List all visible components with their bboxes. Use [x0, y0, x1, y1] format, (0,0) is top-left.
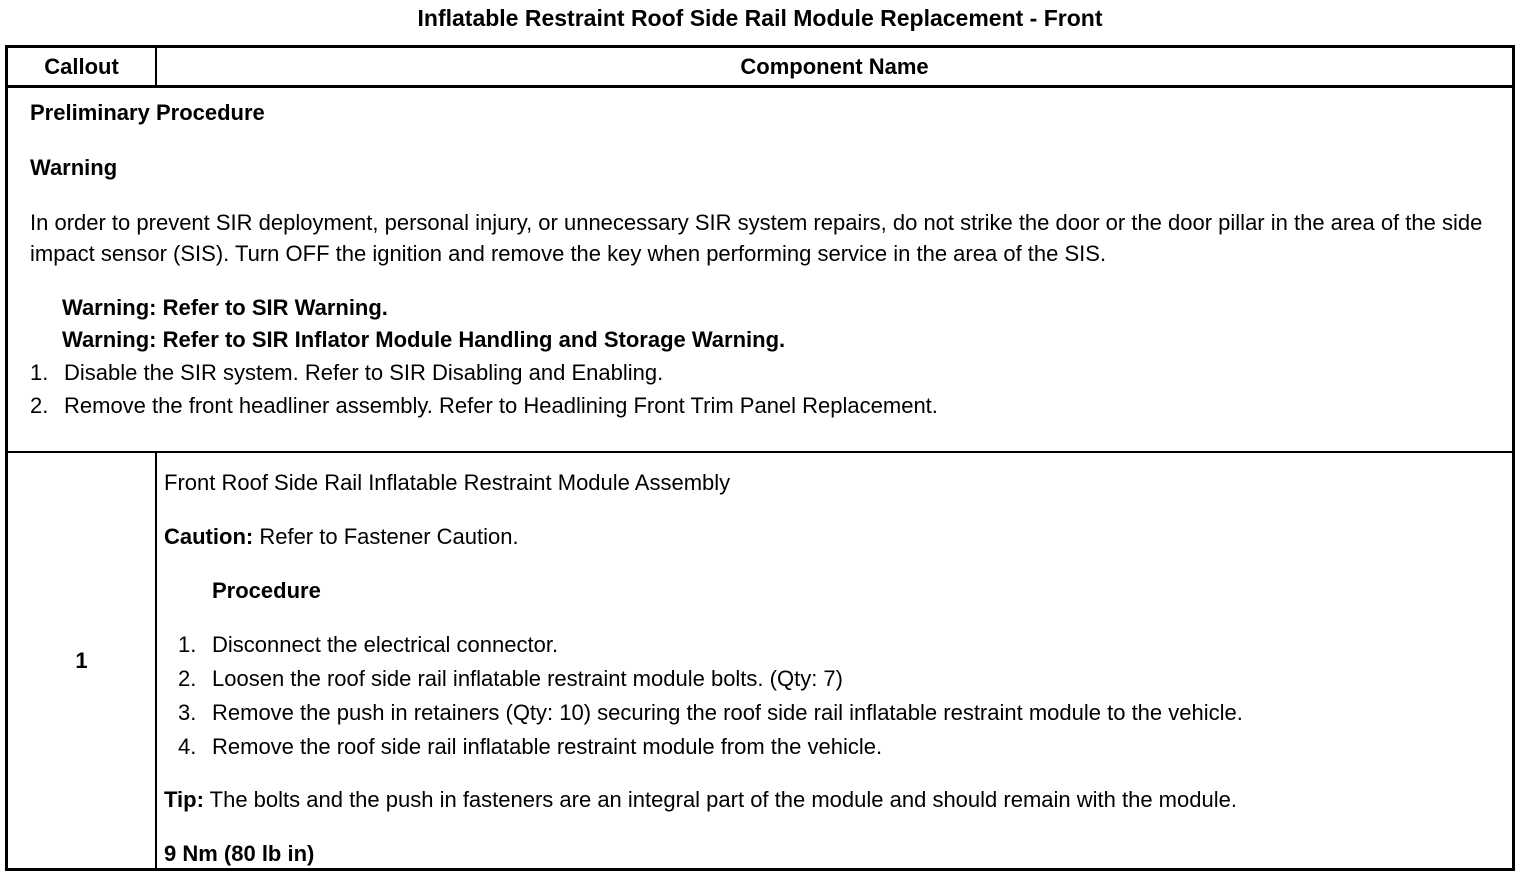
- warning-heading: Warning: [30, 155, 118, 180]
- component-name: Front Roof Side Rail Inflatable Restraint Module Assembly: [164, 470, 731, 495]
- procedure-step-3: [178, 697, 1492, 728]
- step-text: Remove the push in retainers (Qty: 10) securing the roof side rail inflatable restraint module to the vehicle.: [212, 700, 1243, 725]
- component-row: [8, 453, 1512, 868]
- tip-text: The bolts and the push in fasteners are an integral part of the module and should remain with the module.: [209, 787, 1237, 812]
- preliminary-steps-list: [30, 357, 1488, 421]
- warning-paragraph: In order to prevent SIR deployment, personal injury, or unnecessary SIR system repairs, do not strike the door or the door pillar in the area of the side impact sensor (SIS). Turn OFF the ignition and remove the key when performing service in the area of the SIS.: [30, 210, 1483, 266]
- caution-line: [164, 521, 1492, 552]
- page-title: Inflatable Restraint Roof Side Rail Module Replacement - Front: [417, 5, 1103, 31]
- procedure-heading: Procedure: [212, 578, 321, 603]
- step-text: Disable the SIR system. Refer to SIR Disabling and Enabling.: [64, 360, 664, 385]
- procedure-step-2: [178, 663, 1492, 694]
- preliminary-step-2: [30, 390, 1488, 421]
- step-text: Loosen the roof side rail inflatable restraint module bolts. (Qty: 7): [212, 666, 843, 691]
- preliminary-procedure-heading: Preliminary Procedure: [30, 100, 265, 125]
- table-header-row: [8, 48, 1512, 88]
- tip-line: [164, 784, 1492, 815]
- procedure-step-1: [178, 629, 1492, 660]
- callout-cell: 1: [8, 453, 157, 868]
- preliminary-procedure-row: [8, 88, 1512, 453]
- procedure-step-4: [178, 731, 1492, 762]
- warning-reference-inflator-module: Warning: Refer to SIR Inflator Module Handling and Storage Warning.: [62, 327, 786, 352]
- torque-spec: 9 Nm (80 lb in): [164, 841, 315, 866]
- caution-text: Refer to Fastener Caution.: [259, 524, 519, 549]
- step-text: Remove the front headliner assembly. Refer to Headlining Front Trim Panel Replacement.: [64, 393, 938, 418]
- preliminary-step-1: [30, 357, 1488, 388]
- column-header-component-name: Component Name: [740, 53, 929, 79]
- column-header-callout: Callout: [8, 48, 157, 85]
- caution-label: Caution:: [164, 524, 254, 549]
- procedure-steps-list: [178, 629, 1492, 762]
- component-cell: [157, 453, 1512, 868]
- procedure-table: [5, 45, 1515, 871]
- warning-reference-sir: Warning: Refer to SIR Warning.: [62, 295, 388, 320]
- step-text: Disconnect the electrical connector.: [212, 632, 559, 657]
- step-text: Remove the roof side rail inflatable restraint module from the vehicle.: [212, 734, 883, 759]
- tip-label: Tip:: [164, 787, 204, 812]
